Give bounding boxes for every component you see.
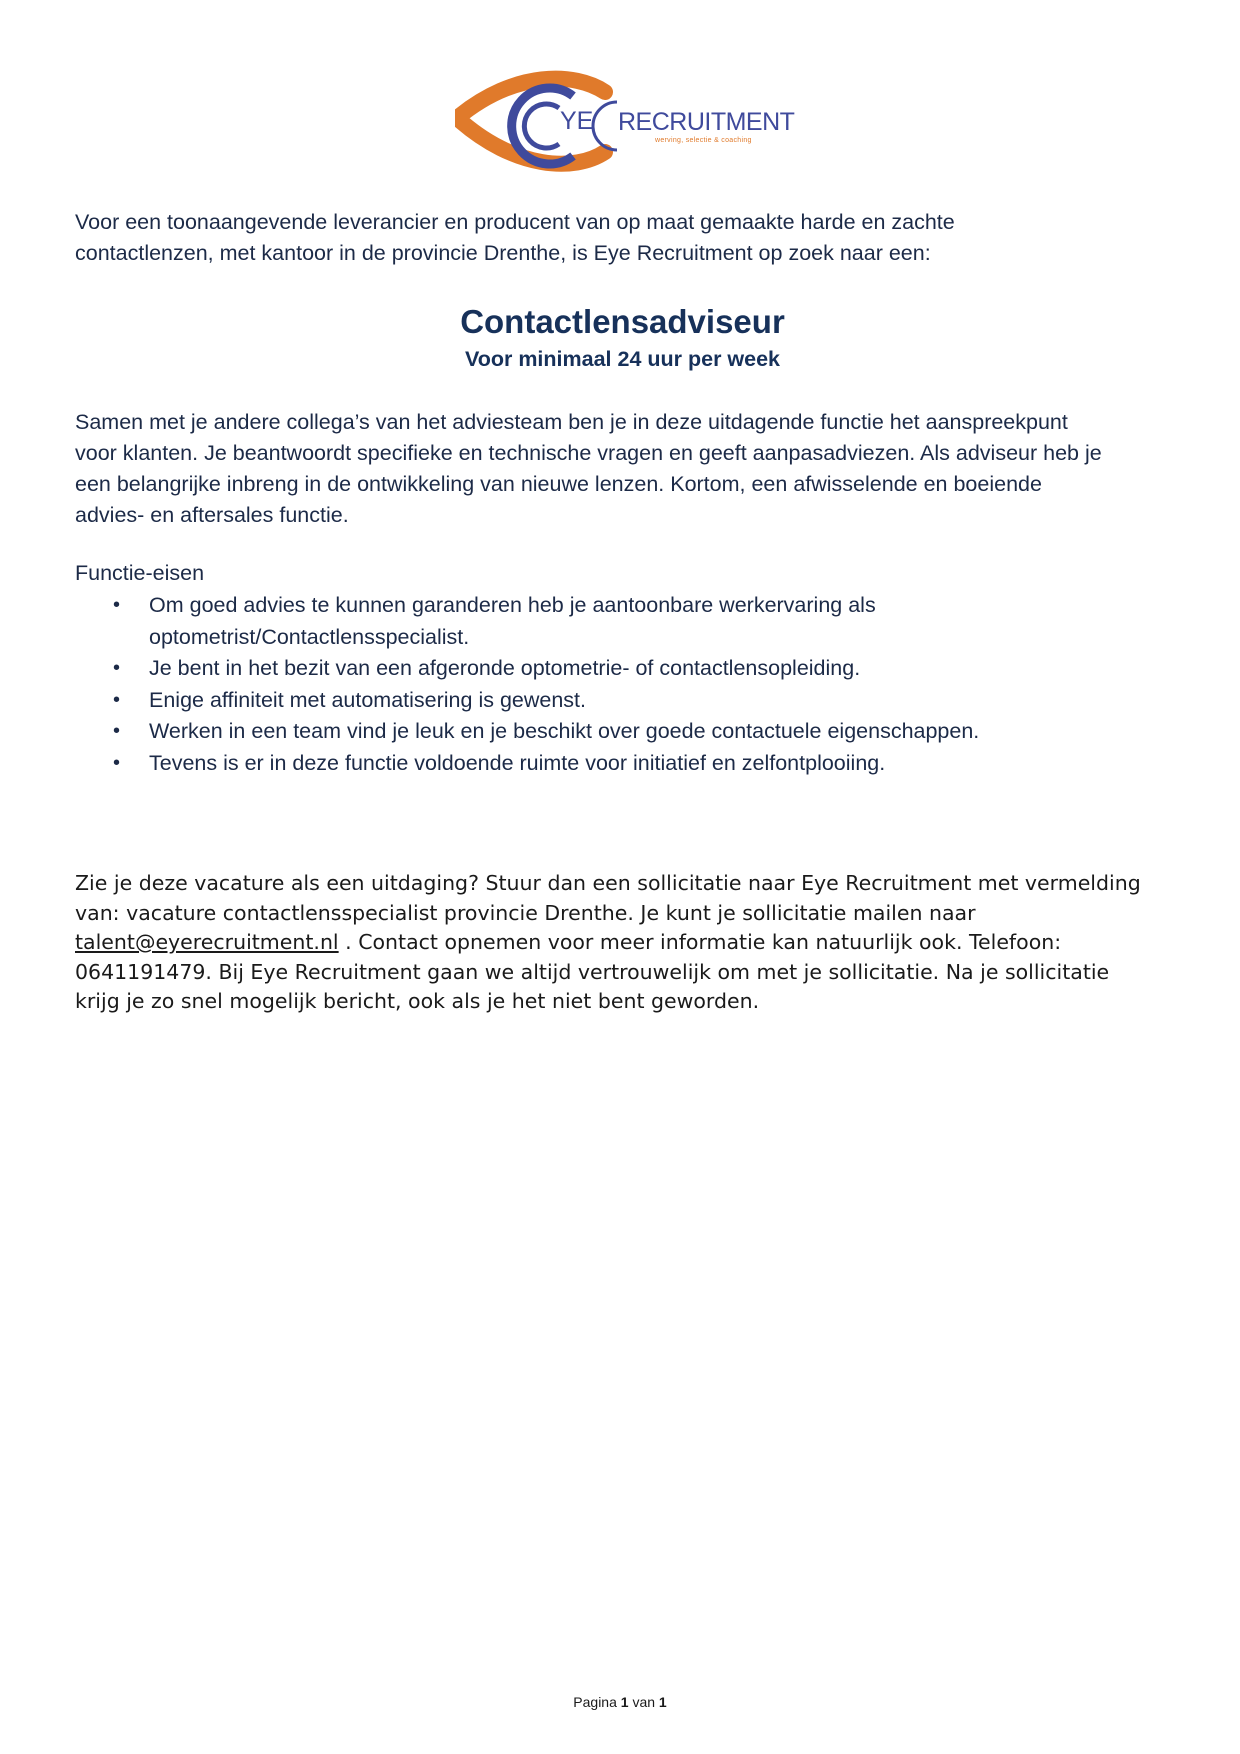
job-title-block [75, 300, 1170, 374]
bullet-icon: • [113, 720, 121, 742]
list-item-text: Enige affiniteit met automatisering is gewenst. [149, 687, 587, 712]
list-item-text: optometrist/Contactlensspecialist. [149, 624, 470, 649]
description-line: advies- en aftersales functie. [75, 503, 349, 527]
logo-tagline: werving, selectie & coaching [655, 137, 752, 144]
footer-middle: van [628, 1694, 659, 1710]
description-line: Samen met je andere collega’s van het adviesteam ben je in deze uitdagende functie het aanspreekpunt [75, 410, 1068, 434]
email-link[interactable]: talent@eyerecruitment.nl [75, 930, 339, 954]
footer-page-number: 1 [620, 1694, 629, 1710]
contact-line: krijg je zo snel mogelijk bericht, ook als je het niet bent geworden. [75, 989, 760, 1013]
logo-brand-name: RECRUITMENT [618, 108, 795, 136]
footer-page-total: 1 [658, 1694, 667, 1710]
requirements-section [75, 558, 1170, 779]
description-paragraph [75, 407, 1170, 531]
intro-line: Voor een toonaangevende leverancier en producent van op maat gemaakte harde en zachte [75, 210, 955, 234]
list-item-text: Om goed advies te kunnen garanderen heb je aantoonbare werkervaring als [149, 593, 876, 617]
intro-paragraph [75, 207, 1170, 269]
description-line: een belangrijke inbreng in de ontwikkeling van nieuwe lenzen. Kortom, een afwisselende en boeiende [75, 472, 1042, 496]
page-footer [0, 1694, 1240, 1710]
list-item [75, 716, 1170, 748]
intro-line: contactlenzen, met kantoor in de provincie Drenthe, is Eye Recruitment op zoek naar een: [75, 241, 931, 265]
contact-paragraph [75, 869, 1185, 1017]
requirements-list [75, 590, 1170, 779]
contact-line: Zie je deze vacature als een uitdaging? Stuur dan een sollicitatie naar Eye Recruitment met vermelding [75, 871, 1141, 895]
eye-recruitment-logo [455, 70, 795, 182]
bullet-icon: • [113, 688, 121, 711]
bullet-icon: • [113, 657, 121, 679]
list-item [75, 685, 1170, 717]
bullet-icon: • [113, 594, 121, 616]
requirements-heading: Functie-eisen [75, 561, 205, 585]
list-item [75, 653, 1170, 685]
list-item-text: Je bent in het bezit van een afgeronde optometrie- of contactlensopleiding. [149, 656, 861, 680]
description-line: voor klanten. Je beantwoordt specifieke en technische vragen en geeft aanpasadviezen. Als adviseur heb je [75, 441, 1102, 465]
footer-prefix: Pagina [573, 1694, 621, 1710]
list-item-text: Tevens is er in deze functie voldoende ruimte voor initiatief en zelfontplooiing. [149, 750, 886, 775]
list-item [75, 590, 1170, 653]
list-item [75, 748, 1170, 780]
job-subtitle: Voor minimaal 24 uur per week [464, 347, 781, 371]
contact-line: 0641191479. Bij Eye Recruitment gaan we altijd vertrouwelijk om met je sollicitatie. Na je sollicitatie [75, 959, 1110, 984]
list-item-text: Werken in een team vind je leuk en je beschikt over goede contactuele eigenschappen. [149, 719, 980, 743]
contact-line [75, 928, 1185, 958]
job-title: Contactlensadviseur [460, 303, 785, 340]
contact-line-text: . Contact opnemen voor meer informatie kan natuurlijk ook. Telefoon: [338, 930, 1062, 954]
logo-letters: YE [560, 107, 594, 135]
bullet-icon: • [113, 751, 121, 774]
contact-line: van: vacature contactlensspecialist provincie Drenthe. Je kunt je sollicitatie mailen naar [75, 900, 976, 925]
